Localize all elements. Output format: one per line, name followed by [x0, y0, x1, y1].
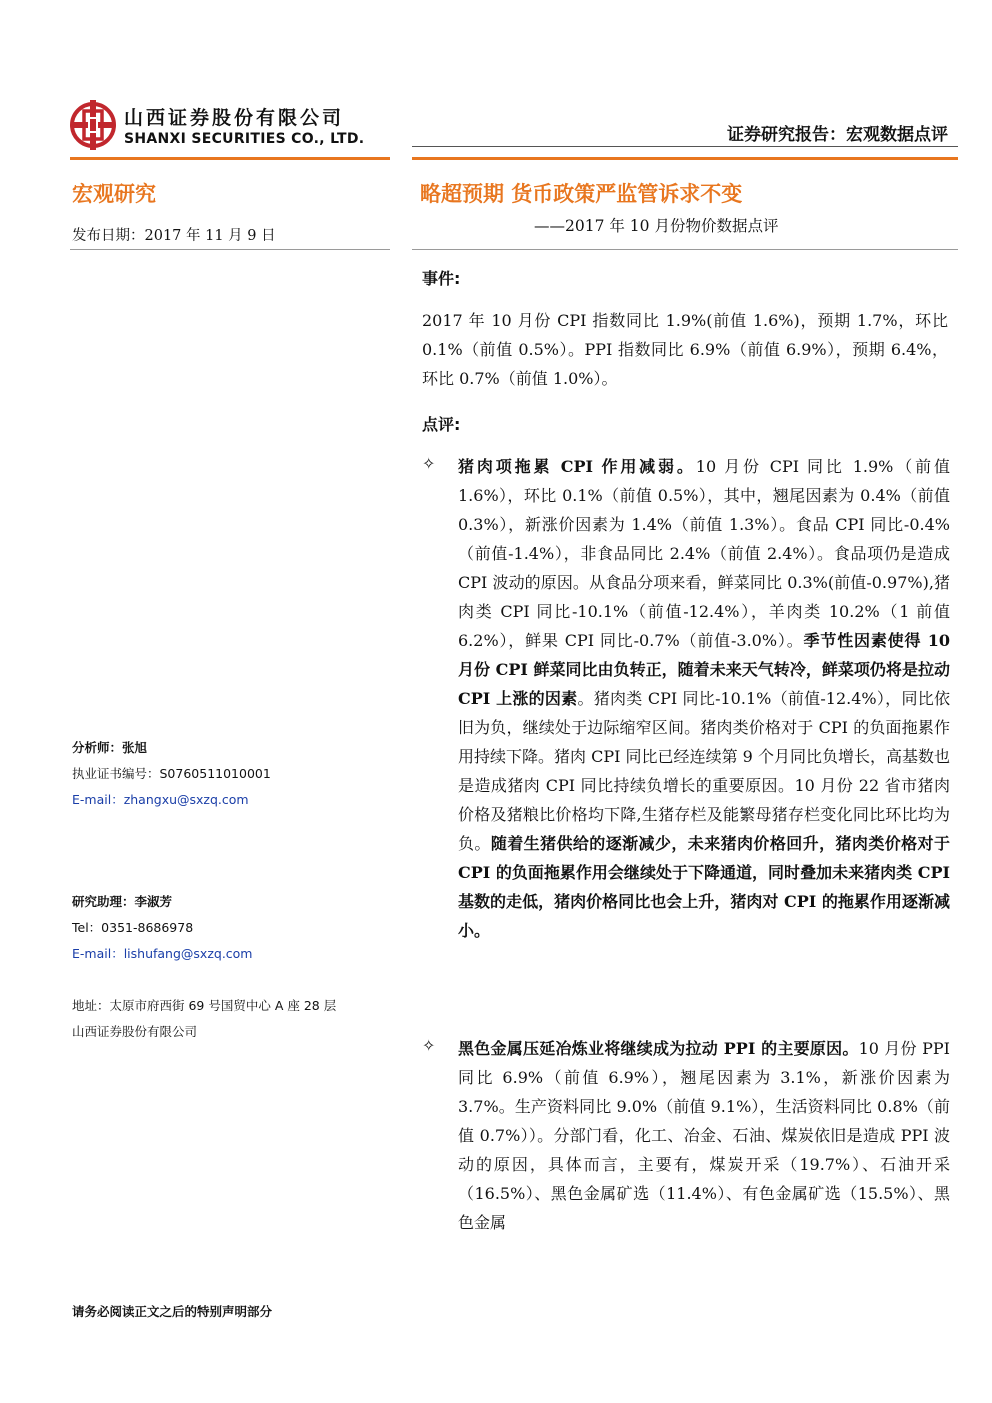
report-title: 略超预期 货币政策严监管诉求不变 [420, 182, 743, 206]
analyst-email-link[interactable]: E-mail：zhangxu@sxzq.com [72, 792, 249, 807]
left-divider [70, 249, 390, 250]
analyst-name: 分析师：张旭 [72, 740, 148, 755]
bullet-body: 10 月份 CPI 同比 1.9%（前值 1.6%），环比 0.1%（前值 0.5%），其中，翘尾因素为 0.4%（前值 0.3%），新涨价因素为 1.4%（前值 1.3%）。食品 CPI 同比-0.4%（前值-1.4%），非食品同比 2.4%（前值 2.4%）。食品项仍是造成 CPI 波动的原因。从食品分项来看，鲜菜同比 0.3%(前值-0.97%),猪肉类 CPI 同比-10.1%（前值-12.4%），羊肉类 10.2%（1 前值 6.2%），鲜果 CPI 同比-0.7%（前值-3.0%）。 [458, 457, 950, 650]
bullet-pork-cpi [458, 452, 950, 945]
assistant-tel: Tel：0351-8686978 [72, 920, 194, 935]
bullet-lead: 猪肉项拖累 CPI 作用减弱。 [458, 457, 696, 476]
section-title: 宏观研究 [72, 182, 156, 206]
company-address: 地址：太原市府西街 69 号国贸中心 A 座 28 层 [72, 998, 337, 1013]
bullet-lead: 黑色金属压延冶炼业将继续成为拉动 PPI 的主要原因。 [458, 1039, 859, 1058]
comment-heading: 点评: [422, 415, 461, 434]
bullet-body: 。猪肉类 CPI 同比-10.1%（前值-12.4%），同比依旧为负，继续处于边际缩窄区间。猪肉类价格对于 CPI 的负面拖累作用持续下降。猪肉 CPI 同比已经连续第 9 个月同比负增长，高基数也是造成猪肉 CPI 同比持续负增长的重要原因。10 月份 22 省市猪肉价格及猪粮比价格均下降,生猪存栏及能繁母猪存栏变化同比环比均为负。 [458, 689, 950, 853]
bullet-emphasis: 季节性因素使得 10 月份 CPI 鲜菜同比由负转正，随着未来天气转冷，鲜菜项仍将是拉动 CPI 上涨的因素 [458, 631, 950, 708]
report-subtitle: ——2017 年 10 月份物价数据点评 [534, 217, 779, 235]
company-name-en: SHANXI SECURITIES CO., LTD. [124, 131, 365, 147]
bullet-emphasis: 随着生猪供给的逐渐减少，未来猪肉价格回升，猪肉类价格对于 CPI 的负面拖累作用会继续处于下降通道，同时叠加未来猪肉类 CPI 基数的走低，猪肉价格同比也会上升，猪肉对 CPI 的拖累作用逐渐减小。 [458, 834, 950, 940]
event-paragraph: 2017 年 10 月份 CPI 指数同比 1.9%(前值 1.6%)，预期 1.7%，环比 0.1%（前值 0.5%）。PPI 指数同比 6.9%（前值 6.9%），预期 6.4%，环比 0.7%（前值 1.0%）。 [422, 311, 948, 388]
right-accent-rule [412, 157, 958, 160]
report-type: 证券研究报告：宏观数据点评 [727, 125, 948, 145]
assistant-name: 研究助理：李淑芳 [72, 894, 173, 909]
analyst-cert: 执业证书编号：S0760511010001 [72, 766, 271, 781]
assistant-email-link[interactable]: E-mail：lishufang@sxzq.com [72, 946, 253, 961]
company-logo-icon [70, 97, 116, 153]
diamond-bullet-icon: ✧ [422, 454, 436, 473]
bullet-body: 10 月份 PPI 同比 6.9%（前值 6.9%），翘尾因素为 3.1%，新涨价因素为 3.7%。生产资料同比 9.0%（前值 9.1%），生活资料同比 0.8%（前值 0.7%））。分部门看，化工、冶金、石油、煤炭依旧是造成 PPI 波动的原因，具体而言，主要有，煤炭开采（19.7%）、石油开采（16.5%）、黑色金属矿选（11.4%）、有色金属矿选（15.5%）、黑色金属 [458, 1039, 950, 1232]
event-heading: 事件: [422, 269, 461, 288]
disclaimer-note: 请务必阅读正文之后的特别声明部分 [72, 1304, 273, 1319]
bullet-ferrous-ppi [458, 1034, 950, 1237]
company-name: 山西证券股份有限公司 [72, 1024, 198, 1039]
diamond-bullet-icon: ✧ [422, 1036, 436, 1055]
company-name-cn: 山西证券股份有限公司 [124, 107, 345, 129]
left-accent-rule [70, 157, 390, 160]
publish-date: 发布日期：2017 年 11 月 9 日 [72, 228, 276, 244]
header-divider [412, 146, 958, 147]
right-divider [412, 249, 958, 250]
